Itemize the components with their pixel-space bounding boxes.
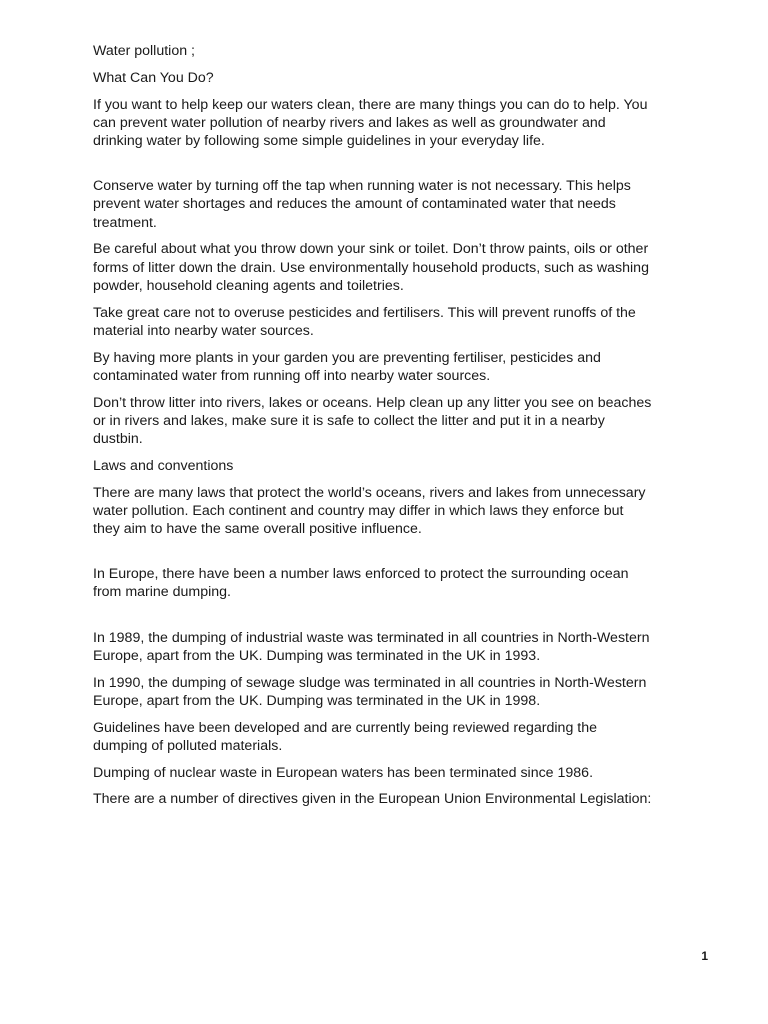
document-body bbox=[93, 42, 713, 817]
document-title: Water pollution ; bbox=[93, 43, 195, 59]
paragraph-nuclear-waste: Dumping of nuclear waste in European waters has been terminated since 1986. bbox=[93, 764, 594, 781]
paragraph-litter: Don’t throw litter into rivers, lakes or oceans. Help clean up any litter you see on beaches or in rivers and lakes, make sure it is safe to collect the litter and put it in a nearby dustbin. bbox=[93, 394, 652, 448]
paragraph-industrial-waste: In 1989, the dumping of industrial waste was terminated in all countries in North-Western Europe, apart from the UK. Dumping was terminated in the UK in 1993. bbox=[93, 629, 650, 664]
section-heading-laws: Laws and conventions bbox=[93, 457, 234, 474]
paragraph-sink-toilet: Be careful about what you throw down your sink or toilet. Don’t throw paints, oils or other forms of litter down the drain. Use environmentally household products, such as washing powder, household cleaning agents and toiletries. bbox=[93, 241, 649, 294]
paragraph-eu-directives: There are a number of directives given in the European Union Environmental Legislation: bbox=[93, 791, 652, 808]
paragraph-intro: If you want to help keep our waters clean, there are many things you can do to help. You can prevent water pollution of nearby rivers and lakes as well as groundwater and drinking water by following some simple guidelines in your everyday life. bbox=[93, 96, 648, 149]
paragraph-conserve-water: Conserve water by turning off the tap when running water is not necessary. This helps prevent water shortages and reduces the amount of contaminated water that needs treatment. bbox=[93, 178, 631, 231]
paragraph-pesticides: Take great care not to overuse pesticides and fertilisers. This will prevent runoffs of the material into nearby water sources. bbox=[93, 304, 636, 339]
paragraph-guidelines: Guidelines have been developed and are currently being reviewed regarding the dumping of polluted materials. bbox=[93, 719, 597, 754]
paragraph-plants: By having more plants in your garden you are preventing fertiliser, pesticides and contaminated water from running off into nearby water sources. bbox=[93, 349, 601, 384]
paragraph-laws-intro: There are many laws that protect the world’s oceans, rivers and lakes from unnecessary water pollution. Each continent and country may differ in which laws they enforce but they aim to have the same overall positive influence. bbox=[93, 484, 646, 538]
section-heading-what-can-you-do: What Can You Do? bbox=[93, 69, 214, 86]
paragraph-europe: In Europe, there have been a number laws enforced to protect the surrounding ocean from marine dumping. bbox=[93, 566, 629, 601]
page-number: 1 bbox=[701, 949, 708, 963]
paragraph-sewage-sludge: In 1990, the dumping of sewage sludge was terminated in all countries in North-Western Europe, apart from the UK. Dumping was terminated in the UK in 1998. bbox=[93, 674, 647, 709]
